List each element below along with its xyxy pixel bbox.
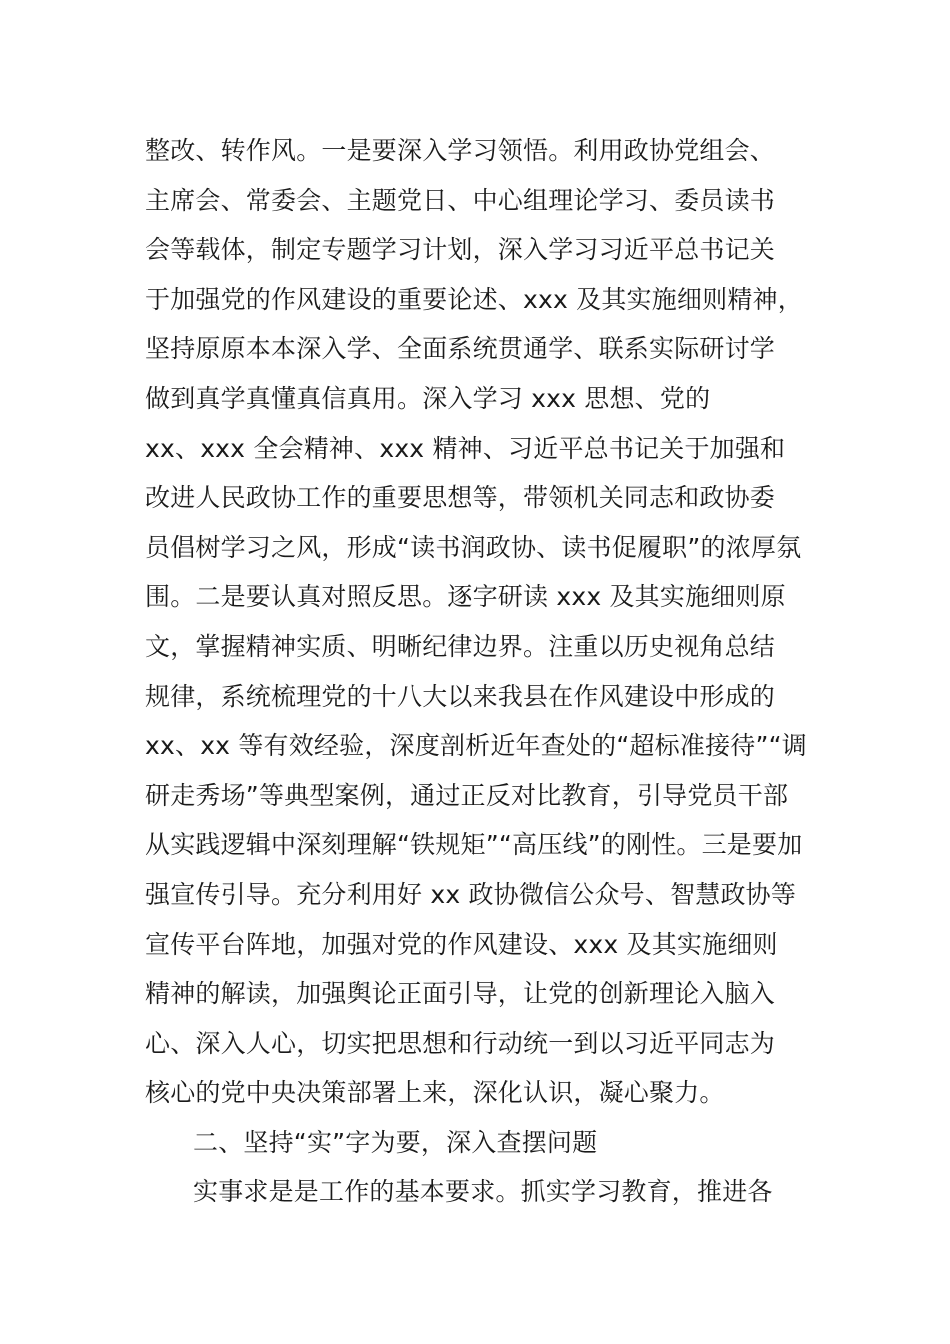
text-line-13: xx、xx 等有效经验，深度剖析近年查处的“超标准接待”“调 [145,731,807,761]
section-heading: 二、坚持“实”字为要，深入查摆问题 [193,1127,598,1157]
text-line-16: 强宣传引导。充分利用好 xx 政协微信公众号、智慧政协等 [145,879,797,909]
paragraph-start: 实事求是是工作的基本要求。抓实学习教育，推进各 [193,1177,773,1207]
text-line-18: 精神的解读，加强舆论正面引导，让党的创新理论入脑入 [145,979,776,1009]
text-line-3: 会等载体，制定专题学习计划，深入学习习近平总书记关 [145,235,776,265]
text-line-6: 做到真学真懂真信真用。深入学习 xxx 思想、党的 [145,383,711,413]
text-line-2: 主席会、常委会、主题党日、中心组理论学习、委员读书 [145,185,776,215]
text-line-7: xx、xxx 全会精神、xxx 精神、习近平总书记关于加强和 [145,433,786,463]
text-line-14: 研走秀场”等典型案例，通过正反对比教育，引导党员干部 [145,780,789,810]
text-line-17: 宣传平台阵地，加强对党的作风建设、xxx 及其实施细则 [145,929,778,959]
text-line-10: 围。二是要认真对照反思。逐字研读 xxx 及其实施细则原 [145,582,786,612]
text-line-12: 规律，系统梳理党的十八大以来我县在作风建设中形成的 [145,681,776,711]
text-line-9: 员倡树学习之风，形成“读书润政协、读书促履职”的浓厚氛 [145,532,802,562]
text-line-19: 心、深入人心，切实把思想和行动统一到以习近平同志为 [145,1028,776,1058]
body-text [145,126,825,1217]
text-line-1: 整改、转作风。一是要深入学习领悟。利用政协党组会、 [145,136,776,165]
text-line-20: 核心的党中央决策部署上来，深化认识，凝心聚力。 [145,1078,725,1108]
text-line-4: 于加强党的作风建设的重要论述、xxx 及其实施细则精神， [145,284,803,314]
text-line-11: 文，掌握精神实质、明晰纪律边界。注重以历史视角总结 [145,631,776,661]
text-line-15: 从实践逻辑中深刻理解“铁规矩”“高压线”的刚性。三是要加 [145,830,803,860]
text-line-5: 坚持原原本本深入学、全面系统贯通学、联系实际研讨学 [145,334,776,364]
text-line-8: 改进人民政协工作的重要思想等，带领机关同志和政协委 [145,483,776,513]
